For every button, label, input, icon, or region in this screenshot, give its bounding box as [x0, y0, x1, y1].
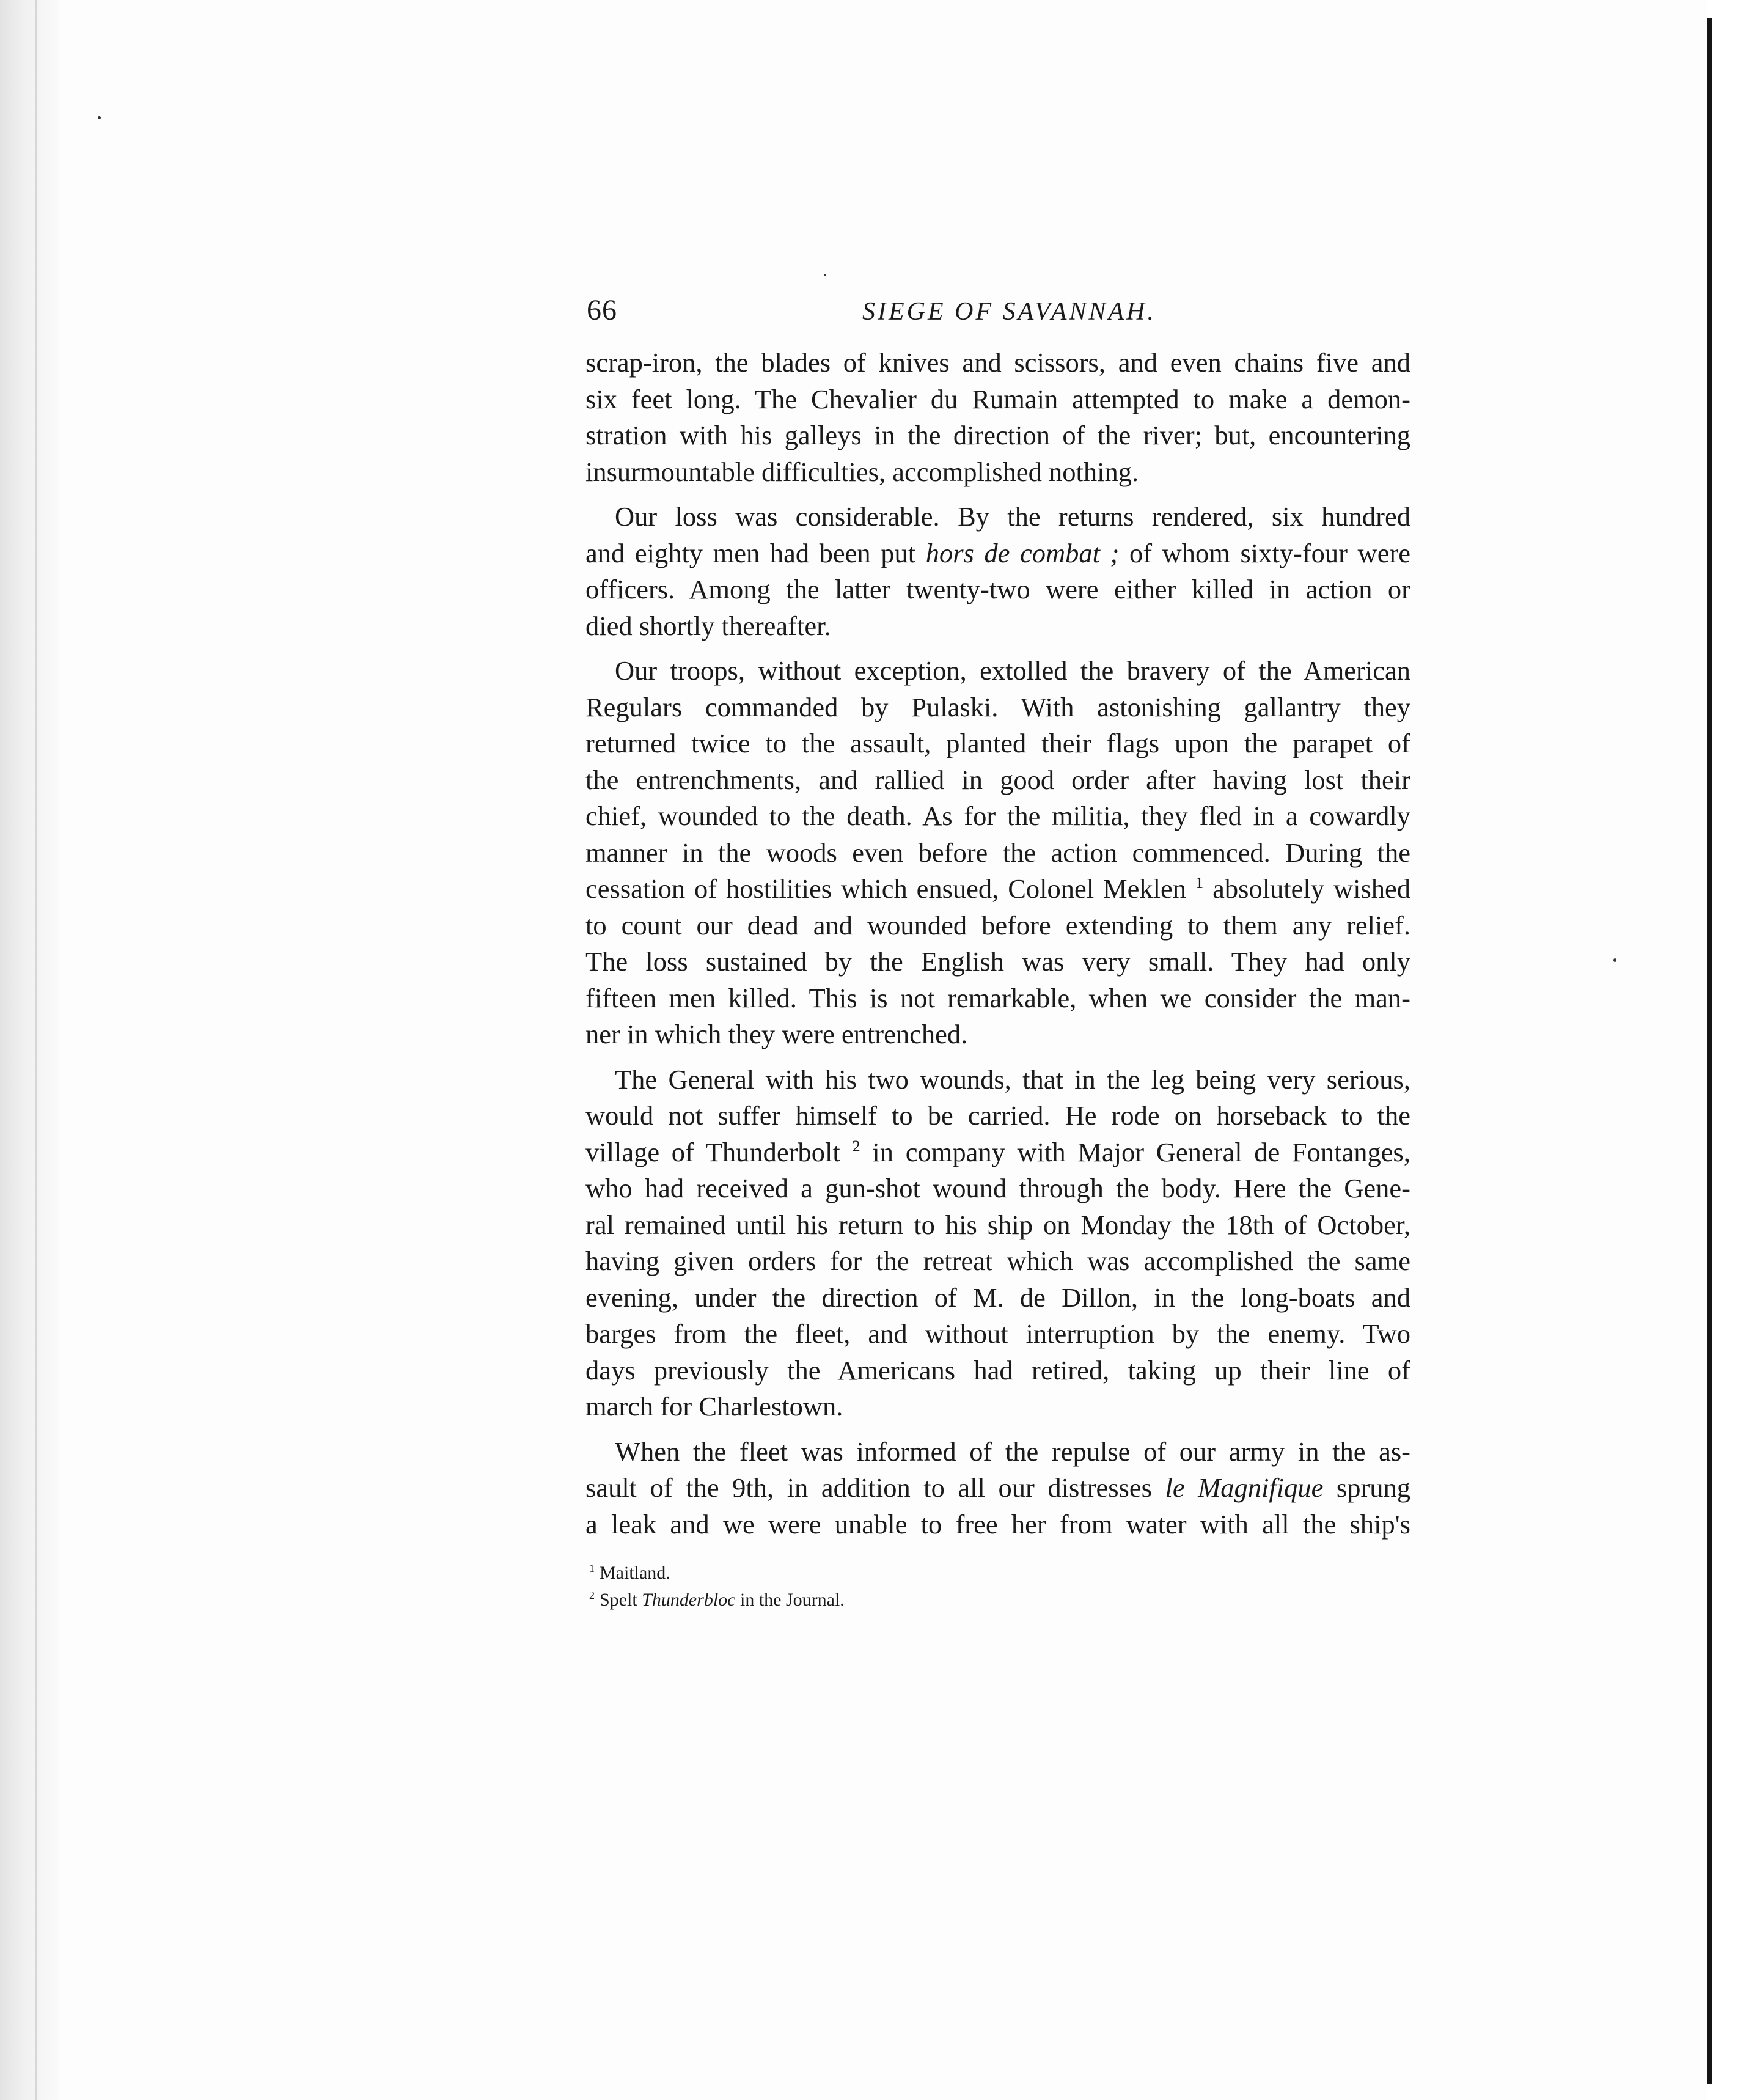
page-text-block	[585, 293, 1410, 1614]
scan-speck	[1613, 958, 1616, 962]
body-text	[585, 345, 1410, 1543]
running-head: SIEGE OF SAVANNAH.	[862, 298, 1156, 326]
footnote-text: Maitland.	[600, 1563, 670, 1583]
text-line: who had received a gun-shot wound through the body. Here the Gene-	[585, 1173, 1410, 1203]
text-line: scrap-iron, the blades of knives and scissors, and even chains five and	[585, 347, 1410, 378]
text-line: a leak and we were unable to free her from water with all the ship's	[585, 1508, 1410, 1540]
text-line: insurmountable difficulties, accomplished nothing.	[585, 456, 1139, 487]
text-line: days previously the Americans had retired, taking up their line of	[585, 1354, 1410, 1386]
footnote-ref: 1	[1195, 873, 1204, 892]
text-line: stration with his galleys in the direction of the river; but, encountering	[585, 420, 1410, 450]
page-edge-border	[1707, 18, 1712, 2084]
text-line: and eighty men had been put hors de combat ; of whom sixty-four were	[585, 537, 1411, 568]
page-gutter-line	[35, 0, 37, 2100]
footnote-ref: 2	[852, 1136, 860, 1155]
page-number: 66	[587, 294, 617, 326]
text-line: returned twice to the assault, planted their flags upon the parapet of	[585, 728, 1410, 758]
page-gutter-shadow	[0, 0, 59, 2100]
text-line: chief, wounded to the death. As for the militia, they fled in a cowardly	[585, 801, 1410, 831]
footnote-mark: 2	[589, 1589, 595, 1601]
italic-phrase: le Magnifique	[1165, 1472, 1324, 1503]
text-line: to count our dead and wounded before extending to them any relief.	[585, 909, 1410, 941]
text-line: sault of the 9th, in addition to all our distresses le Magnifique sprung	[585, 1472, 1411, 1503]
text-line: died shortly thereafter.	[585, 610, 831, 641]
page-header	[585, 293, 1410, 345]
text-line: six feet long. The Chevalier du Rumain attempted to make a demon-	[585, 383, 1410, 414]
text-line: manner in the woods even before the action commenced. During the	[585, 837, 1410, 868]
text-line: fifteen men killed. This is not remarkable, when we consider the man-	[585, 982, 1410, 1013]
text-line: cessation of hostilities which ensued, Colonel Meklen $^1$ absolutely wished	[585, 873, 1411, 904]
text-line: having given orders for the retreat which was accomplished the same	[585, 1246, 1410, 1276]
footnote-text: Spelt	[600, 1590, 637, 1610]
page-right-margin	[1707, 0, 1746, 2100]
text-line: officers. Among the latter twenty-two were either killed in action or	[585, 574, 1410, 604]
footnote-text: in the Journal.	[740, 1590, 845, 1610]
footnote	[589, 1587, 1410, 1614]
scan-speck	[98, 116, 101, 119]
text-line: The General with his two wounds, that in the leg being very serious,	[615, 1063, 1410, 1095]
scan-speck	[824, 274, 826, 276]
footnotes	[585, 1560, 1410, 1614]
text-line: would not suffer himself to be carried. He rode on horseback to the	[585, 1100, 1410, 1131]
text-line: Our troops, without exception, extolled the bravery of the American	[615, 655, 1410, 686]
text-line: Regulars commanded by Pulaski. With astonishing gallantry they	[585, 691, 1410, 722]
text-line: When the fleet was informed of the repulse of our army in the as-	[615, 1436, 1410, 1467]
footnote-italic: Thunderbloc	[642, 1590, 736, 1610]
text-line: march for Charlestown.	[585, 1391, 843, 1422]
text-line: ral remained until his return to his ship on Monday the 18th of October,	[585, 1209, 1410, 1240]
text-line: barges from the fleet, and without interruption by the enemy. Two	[585, 1318, 1410, 1349]
footnote	[589, 1560, 1410, 1587]
footnote-mark: 1	[589, 1562, 595, 1574]
text-line: Our loss was considerable. By the returns rendered, six hundred	[615, 501, 1410, 532]
text-line: The loss sustained by the English was very small. They had only	[585, 946, 1410, 977]
text-line: ner in which they were entrenched.	[585, 1019, 968, 1049]
italic-phrase: hors de combat ;	[925, 537, 1120, 568]
text-line: the entrenchments, and rallied in good order after having lost their	[585, 764, 1410, 795]
text-line: evening, under the direction of M. de Dillon, in the long-boats and	[585, 1282, 1410, 1313]
text-line: village of Thunderbolt $^2$ in company with Major General de Fontanges,	[585, 1136, 1410, 1167]
